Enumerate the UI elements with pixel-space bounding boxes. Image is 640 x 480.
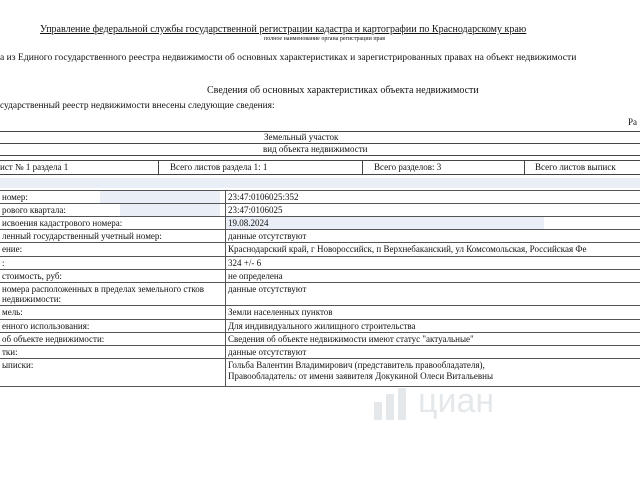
- cian-logo-icon: [372, 388, 412, 422]
- row-label: ленный государственный учетный номер:: [2, 231, 162, 241]
- row-label: ение:: [2, 244, 23, 254]
- row-label: мель:: [2, 307, 23, 317]
- row-value: 324 +/- 6: [228, 258, 262, 268]
- row-value: 23:47:0106025:352: [228, 192, 299, 202]
- row-label: тки:: [2, 347, 18, 357]
- object-type-caption: вид объекта недвижимости: [263, 144, 368, 154]
- property-table: [0, 190, 640, 383]
- sheet-count-row: [0, 160, 640, 175]
- object-type: Земельный участок: [264, 132, 339, 142]
- table-row: [0, 256, 640, 269]
- table-row: [0, 269, 640, 282]
- row-value: Краснодарский край, г Новороссийск, п Верхнебаканский, ул Комсомольская, Российская Фе: [228, 244, 587, 254]
- table-row: [0, 319, 640, 332]
- row-label: :: [2, 258, 5, 268]
- row-value: данные отсутствуют: [228, 231, 307, 241]
- column-divider: [225, 190, 226, 386]
- object-type-row: [0, 131, 640, 143]
- row-value: не определена: [228, 271, 283, 281]
- row-value: данные отсутствуют: [228, 347, 307, 357]
- table-row: [0, 358, 640, 383]
- table-row: [0, 229, 640, 242]
- object-type-caption-row: [0, 143, 640, 156]
- row-value: 23:47:0106025: [228, 205, 283, 215]
- row-label: исвоения кадастрового номера:: [2, 218, 123, 228]
- row-label: рового квартала:: [2, 205, 66, 215]
- column-separator: [524, 161, 525, 174]
- row-label: номера расположенных в пределах земельного стков недвижимости:: [2, 284, 205, 304]
- agency-name: Управление федеральной службы государственной регистрации кадастра и картографии по Краснодарскому краю: [40, 24, 527, 35]
- row-value: 19.08.2024: [228, 218, 269, 228]
- row-value: Для индивидуального жилищного строительства: [228, 321, 416, 331]
- row-label: ыписки:: [2, 360, 34, 370]
- row-label: об объекте недвижимости:: [2, 334, 105, 344]
- sheet-number: ист № 1 раздела 1: [0, 162, 69, 172]
- table-row: [0, 282, 640, 305]
- sheets-in-section: Всего листов раздела 1: 1: [170, 162, 268, 172]
- cian-watermark: [372, 382, 562, 426]
- highlight-band: [0, 178, 640, 188]
- extract-title: а из Единого государственного реестра недвижимости об основных характеристиках и зарегистрированных правах на объект недвижимости: [0, 52, 577, 63]
- row-value: Сведения об объекте недвижимости имеют статус "актуальные": [228, 334, 474, 344]
- row-value: Гольба Валентин Владимирович (представитель правообладателя), Правообладатель: от имени заявителя Докукиной Олеси Витальевны: [228, 360, 494, 381]
- intro-text: сударственный реестр недвижимости внесены следующие сведения:: [0, 101, 275, 111]
- table-row: [0, 345, 640, 358]
- agency-caption: полное наименование органа регистрации прав: [264, 36, 386, 42]
- column-separator: [362, 161, 363, 174]
- table-row: [0, 216, 640, 229]
- watermark-text: циан: [418, 382, 495, 420]
- table-row: [0, 190, 640, 203]
- section-title: Сведения об основных характеристиках объекта недвижимости: [207, 85, 479, 96]
- sheet-label: Ра: [628, 117, 637, 127]
- row-label: номер:: [2, 192, 28, 202]
- table-row: [0, 203, 640, 216]
- row-value: данные отсутствуют: [228, 284, 307, 294]
- table-row: [0, 305, 640, 319]
- row-label: стоимость, руб:: [2, 271, 62, 281]
- table-row: [0, 242, 640, 256]
- sections-count: Всего разделов: 3: [374, 162, 442, 172]
- row-label: енного использования:: [2, 321, 90, 331]
- row-value: Земли населенных пунктов: [228, 307, 333, 317]
- column-separator: [158, 161, 159, 174]
- table-row: [0, 332, 640, 345]
- sheets-total: Всего листов выписк: [535, 162, 616, 172]
